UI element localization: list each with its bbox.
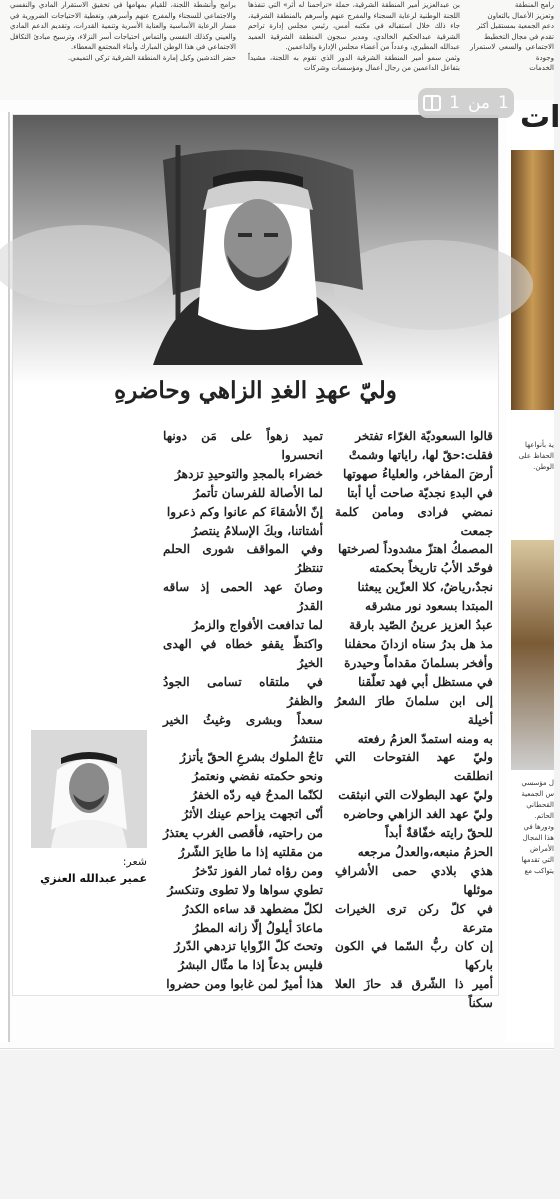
page-total: 1 <box>498 93 509 113</box>
poem-article <box>12 114 499 1011</box>
page-indicator[interactable] <box>418 88 514 118</box>
page-current: 1 <box>449 93 460 113</box>
top-column-left: برامج وأنشطة اللجنة، للقيام بمهامها في تحقيق الاستقرار المادي والنفسي والاجتماعي للسجناء والمفرج عنهم وأسرهم، وتغطية الاحتياجات الضرورية في مسار الرعاية الأساسية والعناية الأسرية وتنمية القدرات، وتقديم الدعم المادي والعيني وكذلك النفسي والتماس احتياجات أسر النزلاء، وترسيخ مبادئ التكافل الاجتماعي في هذا الوطن المبارك وأبناء المجتمع المعطاء. حضر التدشين وكيل إمارة المنطقة الشرقية تركي التميمي. <box>10 1 236 62</box>
right-page-title-fragment: ات <box>520 100 560 135</box>
poet-label: شعر: <box>122 855 147 868</box>
page-separator: من <box>467 93 491 113</box>
top-column-right: رامج المنطقة وتعزيز الأعمال بالتعاون دعم الجمعية بمستقبل أكثر تقدم في مجال التخطيط الاجتماعي والسعي لاستمرار وجودة الخدمات <box>470 1 554 72</box>
page-view-icon[interactable] <box>423 95 441 111</box>
poet-photo <box>31 730 147 848</box>
top-news-strip <box>0 0 554 100</box>
top-column-middle: بن عبدالعزيز أمير المنطقة الشرقية، حملة «تراحمنا له أثر» التي تنفذها اللجنة الوطنية لرعاية السجناء والمفرج عنهم وأسرهم بالمنطقة الشرقية، جاء ذلك خلال استقباله في مكتبه أمس، رئيس مجلس إدارة تراحم الشرقية عبدالحكيم الخالدي، ومدير سجون المنطقة الشرقية العميد عبدالله المطيري، وعدداً من أعضاء مجلس الإدارة والداعمين. وثمن سمو أمير المنطقة الشرقية الدور الذي تقوم به اللجنة، مشيداً بتفاعل الداعمين من رجال أعمال ومؤسسات وشركات <box>248 1 460 72</box>
right-page-text-top: ية بأنواعها الحفاظ على الوطن. <box>518 441 554 471</box>
poem-column-right: قالوا السعوديّة الغرّاء تفتخر فقلت:حقّ لها، راياتها وشمتْ أرضَ المفاخر، والعلياءُ صهوتها في البدءِ نجديّة صاحت أيا أبتا نمضي فرادى ومامن كلمة جمعت المصمكُ اهتزّ مشدوداً لصرختها فوحّد الأبُ تاريخاً بحكمته نجدٌ،رياضٌ، كلا العزّين يبعثنا المبتدا بسعود نور مشرقه عبدُ العزيز عرينُ الصّيد بارقة مذ هل بدرُ سناه ازدانَ محفلنا وأفخر بسلمانَ مقداماً وحيدرة في مستظل أبي فهد تعلّقنا إلى ابن سلمانَ طارَ الشعرُ أخيلة به ومنه استمدّ العزمُ رفعته وليّ عهد الفتوحات التي انطلقت وليّ عهد البطولات التي انبثقت وليّ عهد الغد الزاهي وحاضره للحقّ رايته خفّاقةٌ أبداً الحزمُ منبعه،والعدلُ مرجعه هذي بلادي حمى الأشرافِ موئلها في كلّ ركن ترى الخيرات مترعة إن كان ربُّ السّما في الكون باركها أمير ذا الشّرق قد حازَ العلا سكناً <box>335 429 493 1011</box>
right-page-text-bottom: ل مؤسسي س الجمعية القحطاني الحاتم. ودورها في هذا المجال الأمراض التي تقدمها يتواكب مع <box>521 779 554 875</box>
article-title: وليّ عهدِ الغدِ الزاهي وحاضرهِ <box>114 377 397 404</box>
poem-column-left: تميد زهواً على مَن دونها انحسروا خضراء بالمجدِ والتوحيدِ تزدهرُ لما الأصالة للفرسان تأتمرُ إنّ الأشقاءَ كم عانوا وكم ذعروا أشتاتنا، وبكَ الإسلامُ ينتصرُ وفي المواقف شورى الحلم تنتظرُ وصانَ عهد الحمى إذ ساقه القدرُ لما تدافعت الأفواج والزمرُ واكتظّ يقفو خطاه في الهدى الخيرُ في ملتقاه تسامى الجودُ والظفرُ سعداً وبشرى وغيثُ الخير منتشرُ تاجُ الملوك بشرعِ الحقّ يأتزرُ ونحو حكمته نفضي ونعتمرُ لكنّما المدحُ فيه ردّه الخفرُ أنّى اتجهت يزاحم عينك الأثرُ من راحتيه، فأقصى الغرب يعتذرُ من مقلتيه إذا ما طايرَ الشّررُ ومن رؤاه ثمار الفوز تدّخرُ تطوي سواها ولا تطوى وتنكسرُ لكلّ مضطهد قد ساءه الكدرُ ماعادَ أيلولُ إلّا زانه المطرُ وتحتَ كلّ الزّوايا تزدهي الدّررُ فليس بدعاً إذا ما مثّال البشرُ هذا أميرٌ لمن غابوا ومن حضروا <box>163 429 323 992</box>
hero-image <box>13 115 498 385</box>
poet-name: عمير عبدالله العنزي <box>40 872 147 885</box>
right-page-photo-bottom <box>511 540 554 770</box>
hero-portrait-illustration <box>13 115 498 385</box>
viewer-bottom-divider <box>0 1048 554 1049</box>
poet-portrait <box>31 730 147 848</box>
